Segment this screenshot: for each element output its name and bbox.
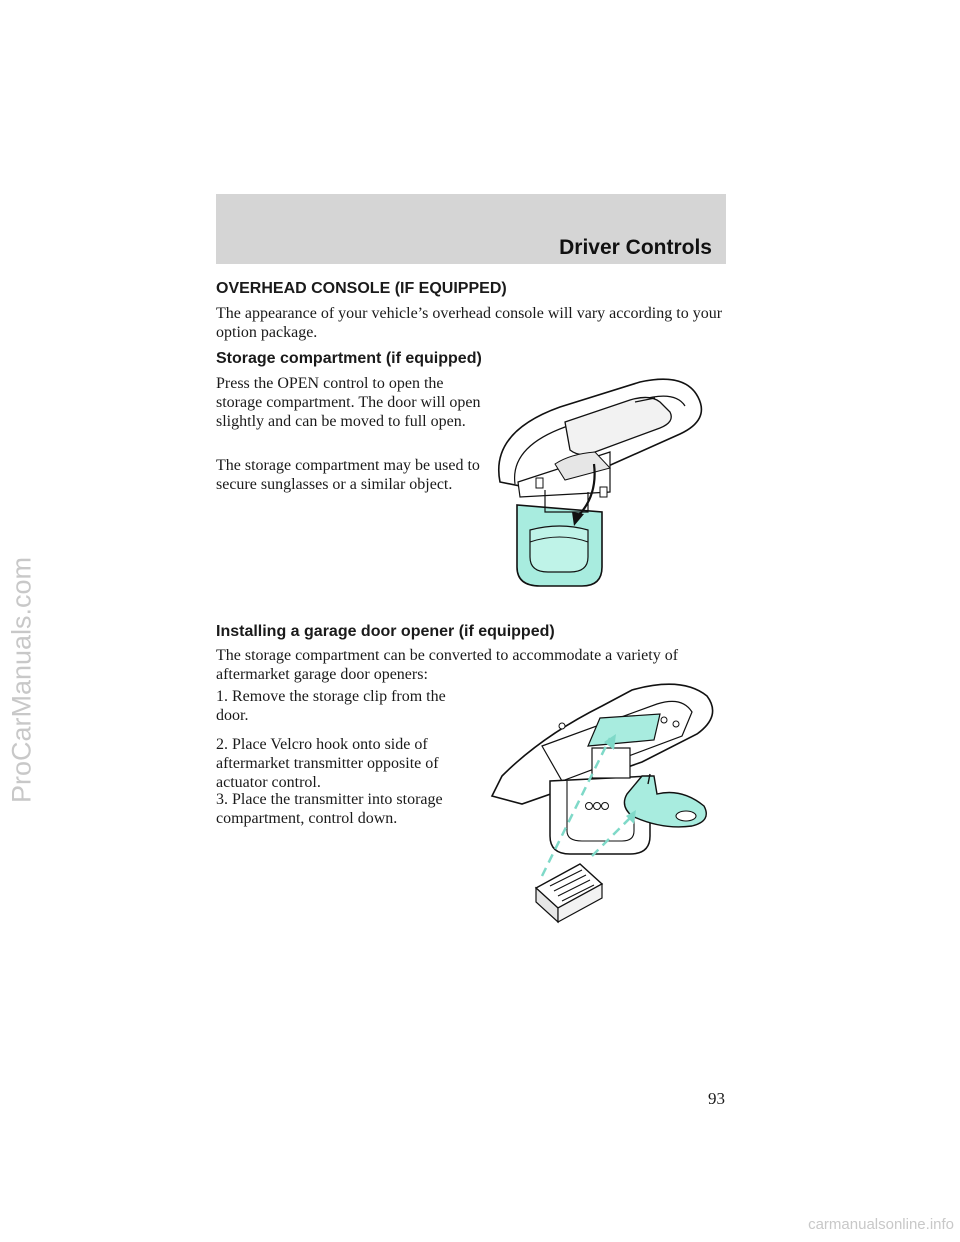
section-title: OVERHEAD CONSOLE (IF EQUIPPED): [216, 280, 507, 297]
garage-heading: Installing a garage door opener (if equipped): [216, 623, 555, 640]
garage-intro: The storage compartment can be converted to accommodate a variety of aftermarket garage door openers:: [216, 647, 679, 683]
page-number: 93: [708, 1089, 725, 1108]
storage-paragraph-1: Press the OPEN control to open the storage compartment. The door will open slightly and can be moved to full open.: [216, 375, 481, 430]
section-header-band: [216, 194, 726, 264]
bottom-watermark: carmanualsonline.info: [808, 1216, 954, 1233]
garage-step-3: 3. Place the transmitter into storage compartment, control down.: [216, 791, 443, 827]
section-header-title: Driver Controls: [559, 236, 712, 259]
garage-opener-illustration: [482, 676, 742, 926]
garage-step-1: 1. Remove the storage clip from the door.: [216, 688, 446, 724]
side-watermark: [2, 500, 42, 860]
garage-step-2: 2. Place Velcro hook onto side of aftermarket transmitter opposite of actuator control.: [216, 736, 439, 791]
section-intro: The appearance of your vehicle’s overhead console will vary according to your option package.: [216, 305, 723, 341]
storage-compartment-illustration: [470, 372, 730, 602]
storage-heading: Storage compartment (if equipped): [216, 350, 482, 367]
side-watermark-text: ProCarManuals.com: [6, 556, 37, 804]
storage-paragraph-2: The storage compartment may be used to secure sunglasses or a similar object.: [216, 457, 480, 493]
